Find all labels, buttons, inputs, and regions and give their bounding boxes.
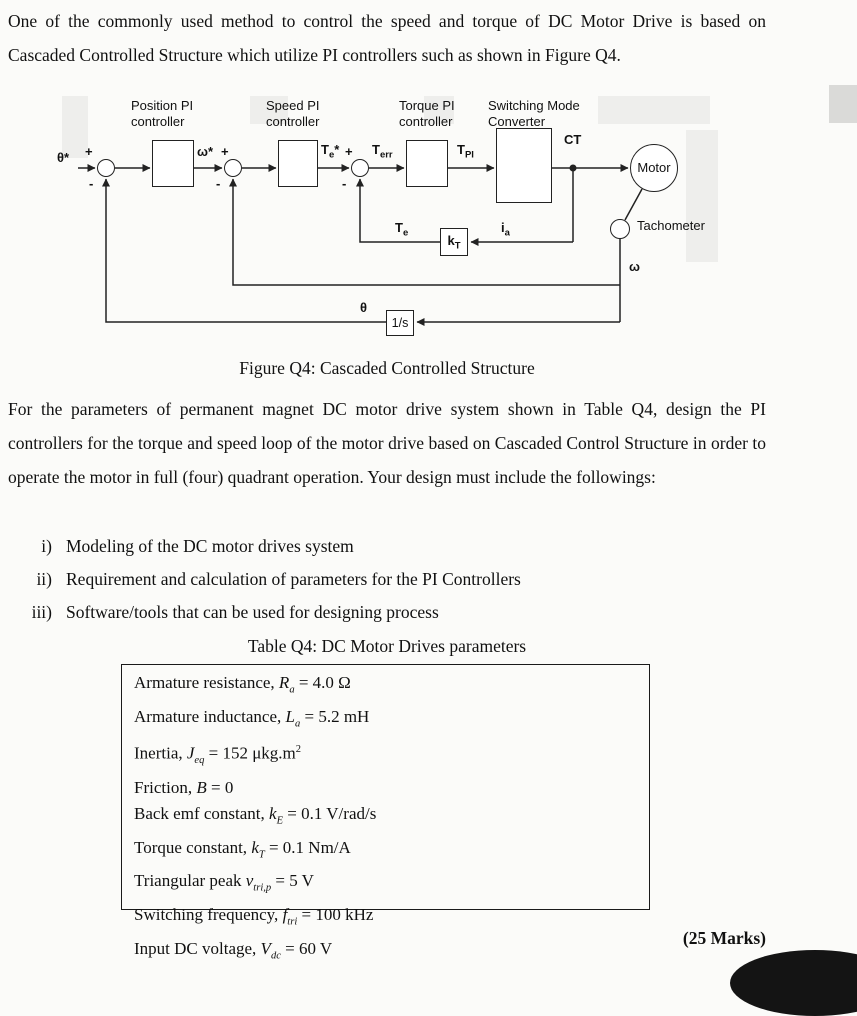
plus-sign: +: [221, 144, 229, 159]
te-ref-label: $T_e*$: [321, 142, 340, 161]
table-row: Friction, B = 0: [134, 777, 234, 797]
question-intro-paragraph: One of the commonly used method to control the speed and torque of DC Motor Drive is based on Cascaded Controlled Structure which utilize PI controllers such as shown in Figure Q4.: [8, 11, 766, 65]
requirements-list: [22, 530, 766, 629]
list-item: i) Modeling of the DC motor drives system: [41, 536, 354, 556]
torque-pi-block: [406, 140, 448, 187]
theta-ref-label: θ*: [57, 150, 70, 165]
torque-pi-label: Torque PI controller: [399, 98, 455, 129]
table-row: Triangular peak $v_{tri,p} = 5$ V: [134, 871, 314, 894]
figure-caption: Figure Q4: Cascaded Controlled Structure: [239, 358, 535, 378]
speed-pi-label: Speed PI controller: [266, 98, 320, 129]
table-row: Switching frequency, $f_{tri} = 100$ kHz: [134, 905, 374, 928]
converter-label: Switching Mode Converter: [488, 98, 580, 129]
marks-label: (25 Marks): [682, 928, 766, 948]
ct-node-dot: [570, 165, 577, 172]
speed-pi-block: [278, 140, 318, 187]
tachometer-symbol: [610, 219, 630, 239]
position-summing-junction: [97, 159, 115, 177]
torque-summing-junction: [351, 159, 369, 177]
position-pi-label: Position PI controller: [131, 98, 194, 129]
converter-block: [496, 128, 552, 203]
ia-label: $i_a$: [501, 220, 510, 239]
table-row: Inertia, $J_{eq} = 152$ $\mu kg.m^2$: [134, 744, 302, 767]
motor-symbol: Motor: [630, 144, 678, 192]
table-row: Input DC voltage, $V_{dc} = 60$ V: [134, 938, 333, 962]
omega-ref-label: ω*: [197, 144, 214, 159]
theta-feedback-label: θ: [360, 300, 368, 315]
speed-summing-junction: [224, 159, 242, 177]
scan-artifact: [829, 85, 857, 123]
table-caption: Table Q4: DC Motor Drives parameters: [247, 636, 527, 656]
omega-feedback-label: ω: [629, 259, 640, 274]
question-body-paragraph: For the parameters of permanent magnet DC motor drive system shown in Table Q4, design the PI controllers for the torque and speed loop of the motor drive based on Cascaded Control Structure in order to operate the motor in full (four) quadrant operation. Your design must include the followings:: [8, 399, 766, 487]
te-feedback-label: $T_e$: [395, 220, 409, 239]
plus-sign: +: [345, 144, 353, 159]
t-pi-label: $T_{PI}$: [457, 142, 474, 161]
torque-constant-gain-block: $k_T$: [440, 228, 468, 256]
table-row: Armature inductance, $L_a = 5.2$ mH: [134, 706, 370, 730]
plus-sign: +: [85, 144, 93, 159]
table-row: Armature resistance, $R_a = 4.0$ Ω: [134, 673, 351, 696]
minus-sign: -: [89, 176, 94, 191]
position-pi-block: [152, 140, 194, 187]
table-row: Back emf constant, $k_E = 0.1$ V/rad/s: [134, 804, 377, 827]
list-item: ii) Requirement and calculation of parameters for the PI Controllers: [36, 569, 521, 589]
scan-blob-artifact: [730, 950, 857, 1016]
minus-sign: -: [342, 176, 347, 191]
list-item: iii) Software/tools that can be used for designing process: [31, 602, 439, 622]
table-row: Torque constant, $k_T = 0.1$ Nm/A: [134, 837, 351, 861]
figure-q4-diagram: [0, 88, 857, 352]
integrator-block: 1/s: [386, 310, 414, 336]
tachometer-label: Tachometer: [637, 218, 705, 233]
minus-sign: -: [216, 176, 221, 191]
ct-label: CT: [564, 132, 582, 147]
parameters-table: [121, 664, 650, 962]
te-error-label: $T_{err}$: [372, 142, 393, 161]
